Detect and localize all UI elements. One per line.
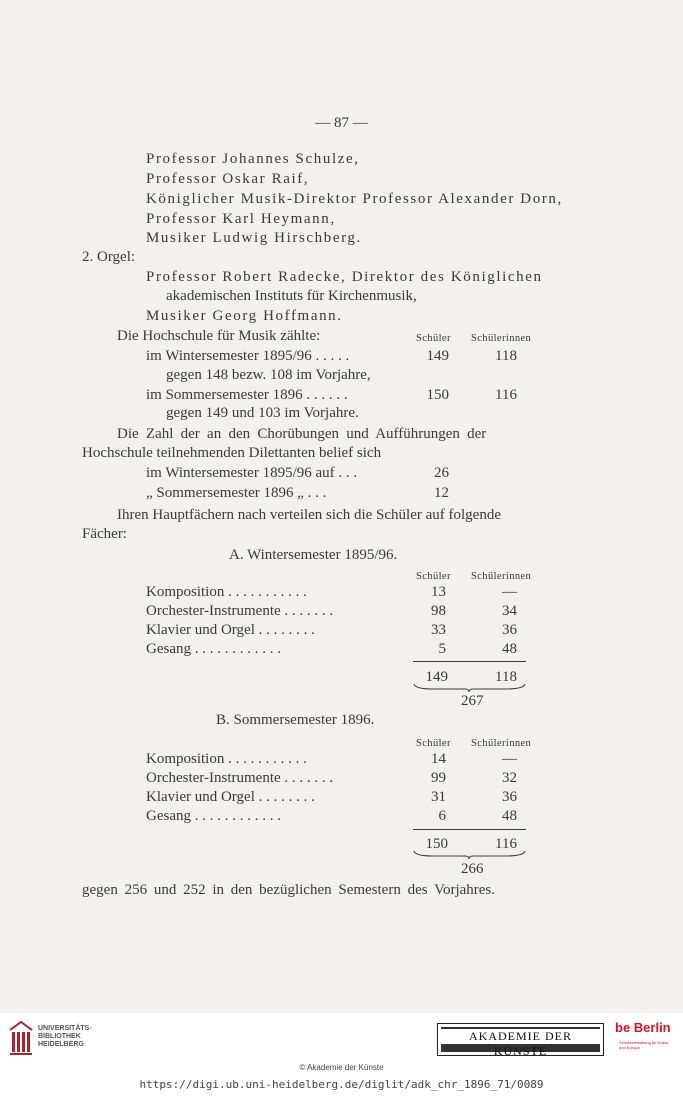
table-cell-schueler: 6: [438, 808, 446, 824]
page-number: — 87 —: [315, 115, 368, 131]
senat-line: Senatsverwaltung für Kultur und Europa: [619, 1040, 669, 1050]
organ-heading: 2. Orgel:: [82, 249, 136, 265]
sum-rule: [413, 661, 526, 662]
berlin-logo: [615, 1020, 675, 1060]
heidelberg-library-logo-icon: [8, 1020, 34, 1056]
choir-summer-label: „ Sommersemester 1896 „ . . .: [146, 485, 327, 501]
table-a-header-schueler: Schüler: [416, 571, 451, 582]
heidelberg-library-wordmark: [38, 1025, 92, 1049]
enrollment-intro: Die Hochschule für Musik zählte:: [117, 328, 321, 344]
winter-schueler-value: 149: [426, 348, 449, 364]
staff-item: Professor Karl Heymann,: [146, 211, 336, 227]
subjects-intro-line: Fächer:: [82, 526, 127, 542]
table-cell-schuelerinnen: 36: [502, 789, 517, 805]
table-a-title: A. Wintersemester 1895/96.: [229, 547, 398, 563]
copyright-notice: © Akademie der Künste: [299, 1063, 384, 1072]
library-line: UNIVERSITÄTS-: [38, 1025, 92, 1032]
table-cell-schuelerinnen: —: [502, 584, 517, 600]
table-row-label: Komposition . . . . . . . . . . .: [146, 584, 307, 600]
table-cell-schueler: 98: [431, 603, 446, 619]
table-cell-schuelerinnen: 32: [502, 770, 517, 786]
library-line: BIBLIOTHEK: [38, 1033, 81, 1040]
table-b-header-schueler: Schüler: [416, 738, 451, 749]
summer-previous-year: gegen 149 und 103 im Vorjahre.: [166, 405, 359, 421]
table-cell-schuelerinnen: 34: [502, 603, 517, 619]
table-row-label: Gesang . . . . . . . . . . . .: [146, 808, 281, 824]
table-a-header-schuelerinnen: Schülerinnen: [471, 571, 532, 582]
table-row-label: Klavier und Orgel . . . . . . . .: [146, 622, 315, 638]
table-b-header-schuelerinnen: Schülerinnen: [471, 738, 532, 749]
table-cell-schueler: 33: [431, 622, 446, 638]
choir-paragraph-line: Die Zahl der an den Chorübungen und Aufführungen der: [117, 426, 487, 442]
table-cell-schuelerinnen: 36: [502, 622, 517, 638]
source-url-link[interactable]: https://digi.ub.uni-heidelberg.de/diglit/adk_chr_1896_71/0089: [139, 1078, 544, 1091]
choir-winter-value: 26: [434, 465, 449, 481]
table-row-label: Orchester-Instrumente . . . . . . .: [146, 603, 334, 619]
table-cell-schueler: 31: [431, 789, 446, 805]
choir-summer-value: 12: [434, 485, 449, 501]
subjects-intro-line: Ihren Hauptfächern nach verteilen sich die Schüler auf folgende: [117, 507, 501, 523]
staff-item: Professor Oskar Raif,: [146, 171, 310, 187]
choir-winter-label: im Wintersemester 1895/96 auf . . .: [146, 465, 358, 481]
table-b-grand-total: 266: [461, 861, 484, 877]
akademie-label: AKADEMIE DER KÜNSTE: [441, 1029, 600, 1044]
closing-line: gegen 256 und 252 in den bezüglichen Semestern des Vorjahres.: [82, 882, 496, 898]
choir-paragraph-line: Hochschule teilnehmenden Dilettanten belief sich: [82, 445, 382, 461]
winter-enrollment-label: im Wintersemester 1895/96 . . . . .: [146, 348, 350, 364]
table-a-sum-schuelerinnen: 118: [495, 669, 517, 685]
summer-enrollment-label: im Sommersemester 1896 . . . . . .: [146, 387, 348, 403]
table-a-grand-total: 267: [461, 693, 484, 709]
table-cell-schuelerinnen: 48: [502, 641, 517, 657]
summer-schuelerinnen-value: 116: [495, 387, 517, 403]
total-brace: [413, 850, 526, 860]
column-header-schuelerinnen: Schülerinnen: [471, 333, 532, 344]
winter-previous-year: gegen 148 bezw. 108 im Vorjahre,: [166, 367, 371, 383]
organ-item: akademischen Instituts für Kirchenmusik,: [166, 288, 417, 304]
table-cell-schuelerinnen: 48: [502, 808, 517, 824]
staff-item: Musiker Ludwig Hirschberg.: [146, 230, 362, 246]
staff-item: Professor Johannes Schulze,: [146, 151, 360, 167]
sum-rule: [413, 829, 526, 830]
table-b-sum-schuelerinnen: 116: [495, 836, 517, 852]
table-cell-schueler: 14: [431, 751, 446, 767]
table-b-sum-schueler: 150: [425, 836, 448, 852]
winter-schuelerinnen-value: 118: [495, 348, 517, 364]
table-a-sum-schueler: 149: [425, 669, 448, 685]
table-cell-schueler: 5: [438, 641, 446, 657]
table-cell-schueler: 13: [431, 584, 446, 600]
staff-item: Königlicher Musik-Direktor Professor Alexander Dorn,: [146, 191, 563, 207]
berlin-wordmark: be Berlin: [615, 1020, 671, 1035]
akademie-der-kuenste-logo: [437, 1023, 604, 1056]
organ-item: Professor Robert Radecke, Direktor des Königlichen: [146, 269, 543, 285]
summer-schueler-value: 150: [426, 387, 449, 403]
table-row-label: Klavier und Orgel . . . . . . . .: [146, 789, 315, 805]
table-b-title: B. Sommersemester 1896.: [216, 712, 375, 728]
column-header-schueler: Schüler: [416, 333, 451, 344]
table-cell-schueler: 99: [431, 770, 446, 786]
table-row-label: Gesang . . . . . . . . . . . .: [146, 641, 281, 657]
organ-item: Musiker Georg Hoffmann.: [146, 308, 343, 324]
library-line: HEIDELBERG: [38, 1041, 84, 1048]
table-cell-schuelerinnen: —: [502, 751, 517, 767]
table-row-label: Komposition . . . . . . . . . . .: [146, 751, 307, 767]
table-row-label: Orchester-Instrumente . . . . . . .: [146, 770, 334, 786]
